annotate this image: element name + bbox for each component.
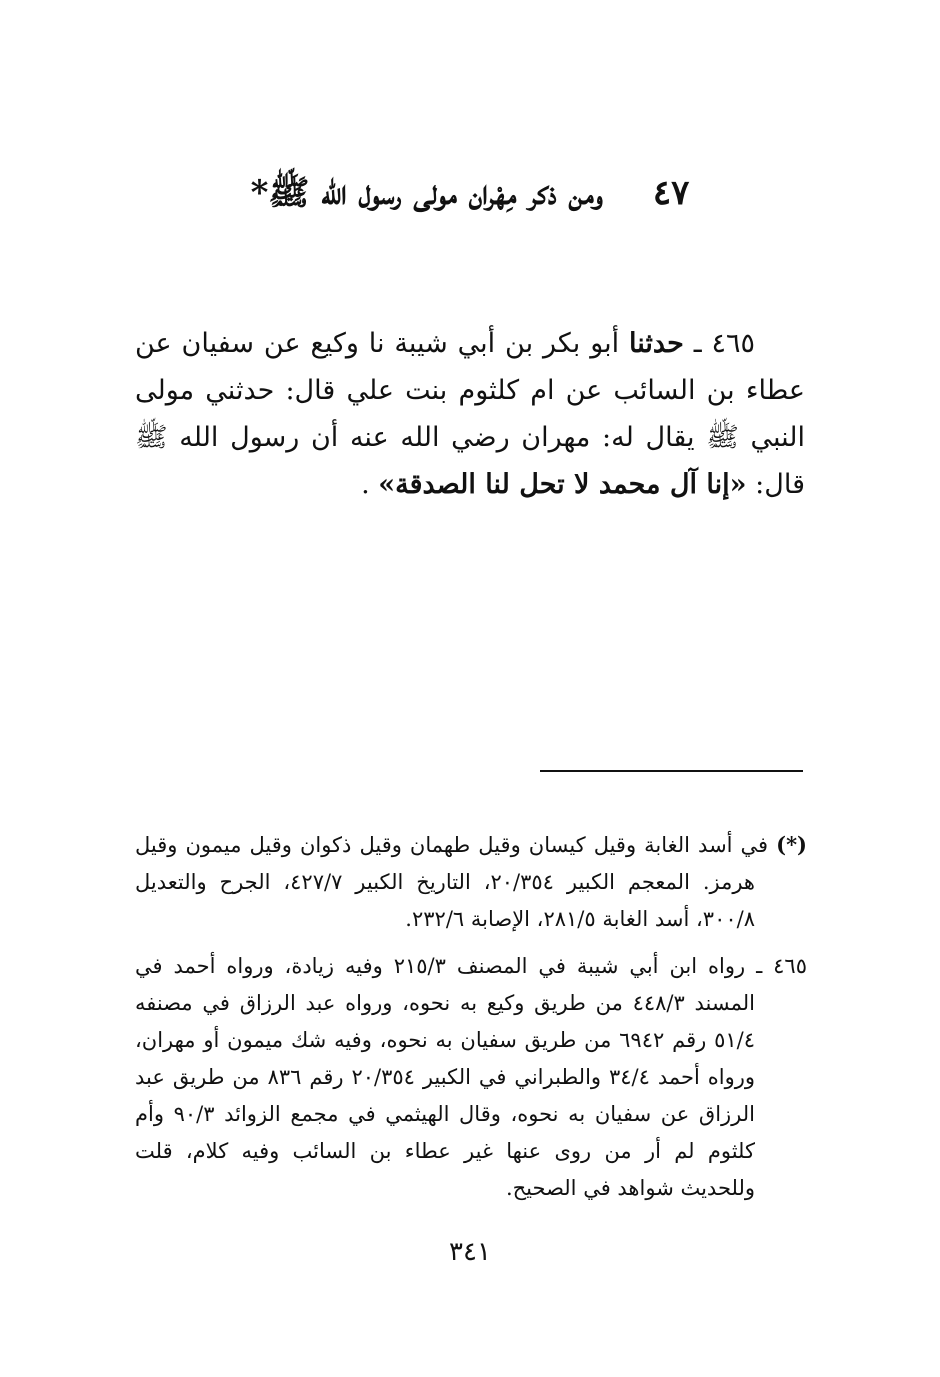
chapter-heading (150, 168, 790, 218)
footnote-takhrij (135, 948, 807, 1207)
hadith-lead-word: حدثنا (629, 328, 684, 359)
footnote-text: في أسد الغابة وقيل كيسان وقيل طهمان وقيل ذكوان وقيل ميمون وقيل هرمز. المعجم الكبير ٢٠/٣٥٤، التاريخ الكبير ٤٢٧/٧، الجرح والتعديل ٣٠٠/٨، أسد الغابة ٢٨١/٥، الإصابة ٢٣٢/٦. (135, 833, 777, 931)
page-number: ٣٤١ (449, 1237, 491, 1267)
hadith-number: ٤٦٥ (711, 328, 755, 359)
hadith-end: . (361, 469, 379, 500)
hadith-text (135, 320, 805, 508)
hadith-quote: «إنا آل محمد لا تحل لنا الصدقة» (378, 469, 747, 500)
hadith-isnad: أبو بكر بن أبي شيبة نا وكيع عن سفيان عن عطاء بن السائب عن ام كلثوم بنت علي قال: حدثني مولى النبي ﷺ يقال له: مهران رضي الله عنه أن رسول الله ﷺ قال: (135, 328, 805, 500)
footnote-marker: (*) (776, 832, 807, 857)
footnote-text: رواه ابن أبي شيبة في المصنف ٢١٥/٣ وفيه زيادة، ورواه أحمد في المسند ٤٤٨/٣ من طريق وكيع به نحوه، ورواه عبد الرزاق في مصنفه ٥١/٤ رقم ٦٩٤٢ من طريق سفيان به نحوه، وفيه شك ميمون أو مهران، ورواه أحمد ٣٤/٤ والطبراني في الكبير ٢٠/٣٥٤ رقم ٨٣٦ من طريق عبد الرزاق عن سفيان به نحوه، وقال الهيثمي في مجمع الزوائد ٩٠/٣ وأم كلثوم لم أر من روى عنها غير عطاء بن السائب وفيه كلام، قلت وللحديث شواهد في الصحيح. (135, 954, 757, 1200)
footnote-marker: ٤٦٥ ـ (756, 954, 807, 978)
footnote-biography (135, 826, 807, 938)
chapter-number: ٤٧ (652, 173, 690, 213)
footnotes (135, 826, 807, 1217)
hadith-dash: ـ (683, 328, 712, 359)
chapter-title: ومن ذكر مِهْران مولى رسول الله ﷺ* (250, 173, 603, 213)
footnote-divider (540, 770, 803, 772)
